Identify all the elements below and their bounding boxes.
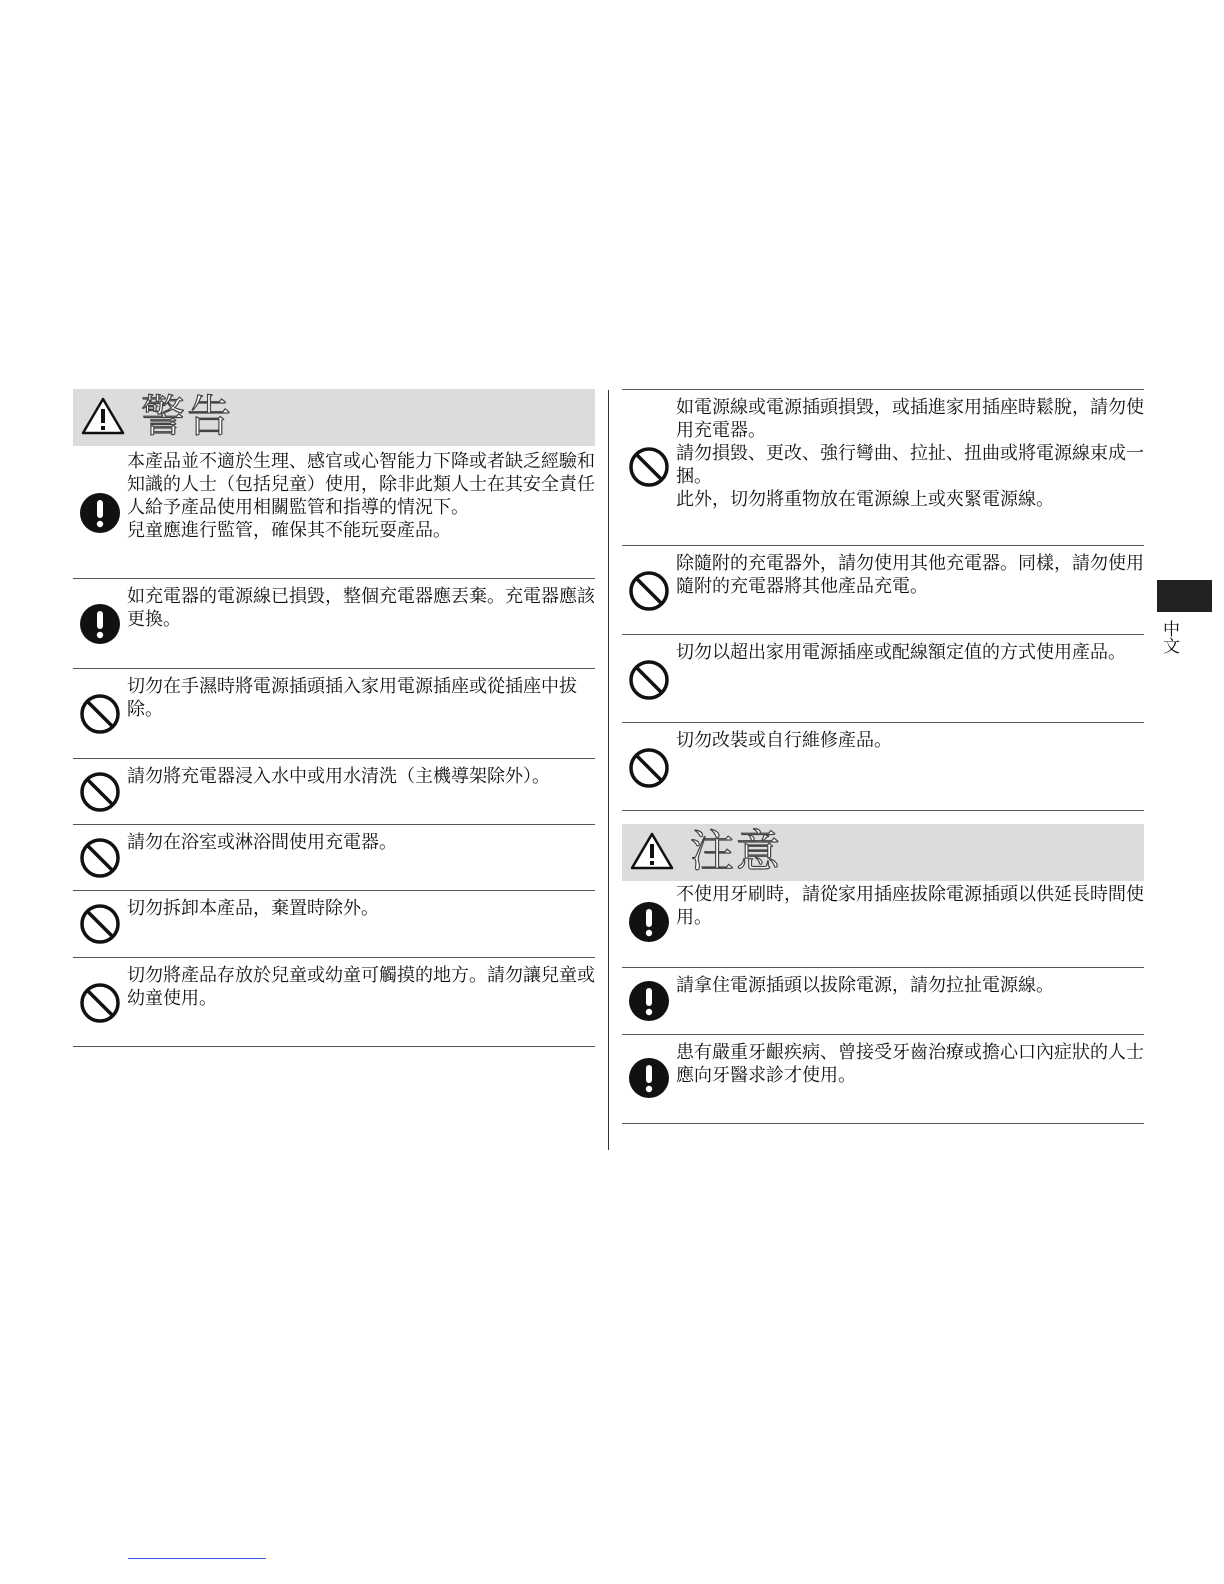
warning-item-text: 切勿在手濕時將電源插頭插入家用電源插座或從插座中拔除。 [127, 676, 577, 720]
prohibition-icon [79, 903, 121, 945]
prohibition-icon [628, 446, 670, 488]
caution-title: 注意 [690, 826, 782, 877]
exclamation-icon [628, 1057, 670, 1099]
caution-header [622, 824, 1144, 881]
warning-item-text: 切勿拆卸本產品，棄置時除外。 [127, 898, 379, 919]
exclamation-icon [628, 901, 670, 943]
divider [622, 1123, 1144, 1124]
prohibition-icon [79, 837, 121, 879]
caution-item [622, 967, 1144, 1035]
warning-item [622, 634, 1144, 723]
exclamation-icon [628, 980, 670, 1022]
exclamation-icon [79, 603, 121, 645]
prohibition-icon [628, 659, 670, 701]
warning-item-text: 切勿改裝或自行維修產品。 [676, 730, 892, 751]
prohibition-icon [79, 693, 121, 735]
prohibition-icon [628, 747, 670, 789]
warning-item [73, 957, 595, 1047]
warning-triangle-icon [630, 831, 674, 871]
warning-item [622, 545, 1144, 635]
column-divider [608, 390, 609, 1150]
prohibition-icon [628, 570, 670, 612]
footnote-rule [128, 1558, 266, 1559]
language-label: 中文 [1159, 620, 1179, 654]
warning-item-text: 切勿以超出家用電源插座或配線額定值的方式使用產品。 [676, 642, 1126, 663]
warning-item-text: 本產品並不適於生理、感官或心智能力下降或者缺乏經驗和知識的人士（包括兒童）使用，除非此類人士在其安全責任人給予產品使用相關監管和指導的情況下。 兒童應進行監管，確保其不能玩耍產品。 [127, 451, 595, 541]
warning-title: 警告 [141, 391, 233, 442]
exclamation-icon [79, 492, 121, 534]
warning-item [73, 668, 595, 759]
caution-item-text: 患有嚴重牙齦疾病、曾接受牙齒治療或擔心口內症狀的人士應向牙醫求診才使用。 [676, 1042, 1144, 1086]
warning-header [73, 389, 595, 446]
warning-item [622, 389, 1144, 546]
prohibition-icon [79, 982, 121, 1024]
prohibition-icon [79, 771, 121, 813]
warning-item-text: 如電源線或電源插頭損毀，或插進家用插座時鬆脫，請勿使用充電器。 請勿損毀、更改、強行彎曲、拉扯、扭曲或將電源線束成一捆。 此外，切勿將重物放在電源線上或夾緊電源線。 [676, 397, 1144, 510]
divider [73, 1046, 595, 1047]
warning-item-text: 除隨附的充電器外，請勿使用其他充電器。同樣，請勿使用隨附的充電器將其他產品充電。 [676, 553, 1144, 597]
caution-item [622, 883, 1144, 967]
caution-item-text: 不使用牙刷時，請從家用插座拔除電源插頭以供延長時間使用。 [676, 884, 1144, 928]
warning-item [73, 824, 595, 891]
warning-item [622, 722, 1144, 811]
warning-item [73, 578, 595, 669]
warning-item-text: 如充電器的電源線已損毀，整個充電器應丟棄。充電器應該更換。 [127, 586, 595, 630]
divider [622, 810, 1144, 811]
warning-item [73, 758, 595, 825]
warning-triangle-icon [81, 396, 125, 436]
caution-item-text: 請拿住電源插頭以拔除電源，請勿拉扯電源線。 [676, 975, 1054, 996]
language-tab [1157, 580, 1212, 612]
warning-item-text: 請勿將充電器浸入水中或用水清洗（主機導架除外）。 [127, 766, 550, 787]
warning-item [73, 450, 595, 578]
warning-item-text: 請勿在浴室或淋浴間使用充電器。 [127, 832, 397, 853]
warning-item-text: 切勿將產品存放於兒童或幼童可觸摸的地方。請勿讓兒童或幼童使用。 [127, 965, 595, 1009]
warning-item [73, 890, 595, 958]
caution-item [622, 1034, 1144, 1124]
